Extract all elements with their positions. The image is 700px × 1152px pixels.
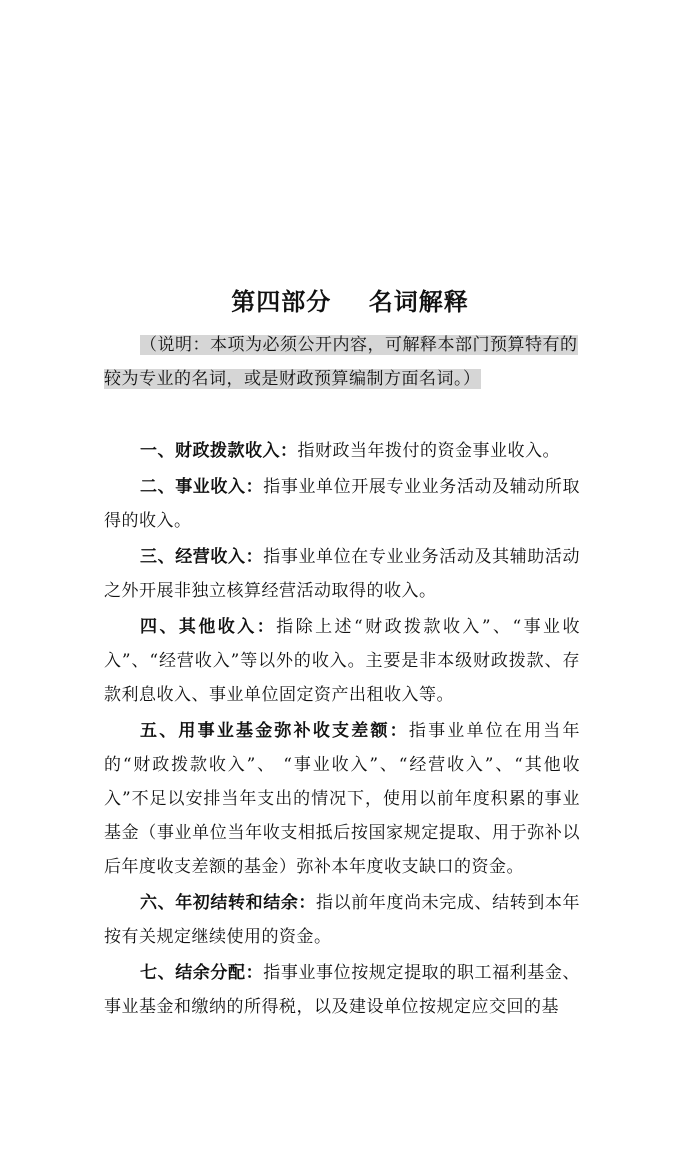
definition-text: 指事业单位在专业业务活动及其辅助活动之外开展非独立核算经营活动取得的收入。 xyxy=(104,547,581,601)
definition-item xyxy=(104,610,580,712)
definition-term: 三、经营收入： xyxy=(140,547,264,567)
definition-term: 一、财政拨款收入： xyxy=(140,441,298,461)
explanation-note xyxy=(104,328,584,396)
definition-term: 五、用事业基金弥补收支差额： xyxy=(140,721,409,741)
definition-text: 指事业单位开展专业业务活动及辅动所取得的收入。 xyxy=(104,477,581,531)
definitions-list xyxy=(104,434,580,1026)
definition-item xyxy=(104,540,580,608)
definition-text: 指财政当年拨付的资金事业收入。 xyxy=(297,441,560,461)
definition-term: 四、其他收入： xyxy=(140,617,277,637)
definition-item xyxy=(104,956,580,1024)
definition-text: 指事业单位在用当年的“财政拨款收入”、 “事业收入”、“经营收入”、“其他收入”不足以安排当年支出的情况下，使用以前年度积累的事业基金（事业单位当年收支相抵后按国家规定提取、用于弥补以后年度收支差额的基金）弥补本年度收支缺口的资金。 xyxy=(104,721,581,877)
definition-item xyxy=(104,714,580,884)
definition-term: 二、事业收入： xyxy=(140,477,264,497)
definition-item xyxy=(104,434,580,468)
definition-item xyxy=(104,886,580,954)
definition-item xyxy=(104,470,580,538)
definition-term: 六、年初结转和结余： xyxy=(140,893,317,913)
definition-text: 指以前年度尚未完成、结转到本年按有关规定继续使用的资金。 xyxy=(104,893,581,947)
page-title: 第四部分 名词解释 xyxy=(231,287,469,316)
note-highlight-text: （说明：本项为必须公开内容，可解释本部门预算特有的较为专业的名词，或是财政预算编制方面名词。） xyxy=(104,335,578,389)
definition-term: 七、结余分配： xyxy=(140,963,264,983)
definition-text: 指事业事位按规定提取的职工福利基金、事业基金和缴纳的所得税，以及建设单位按规定应交回的基 xyxy=(104,963,581,1017)
definition-text: 指除上述“财政拨款收入”、“事业收入”、“经营收入”等以外的收入。主要是非本级财政拨款、存款利息收入、事业单位固定资产出租收入等。 xyxy=(104,617,580,705)
